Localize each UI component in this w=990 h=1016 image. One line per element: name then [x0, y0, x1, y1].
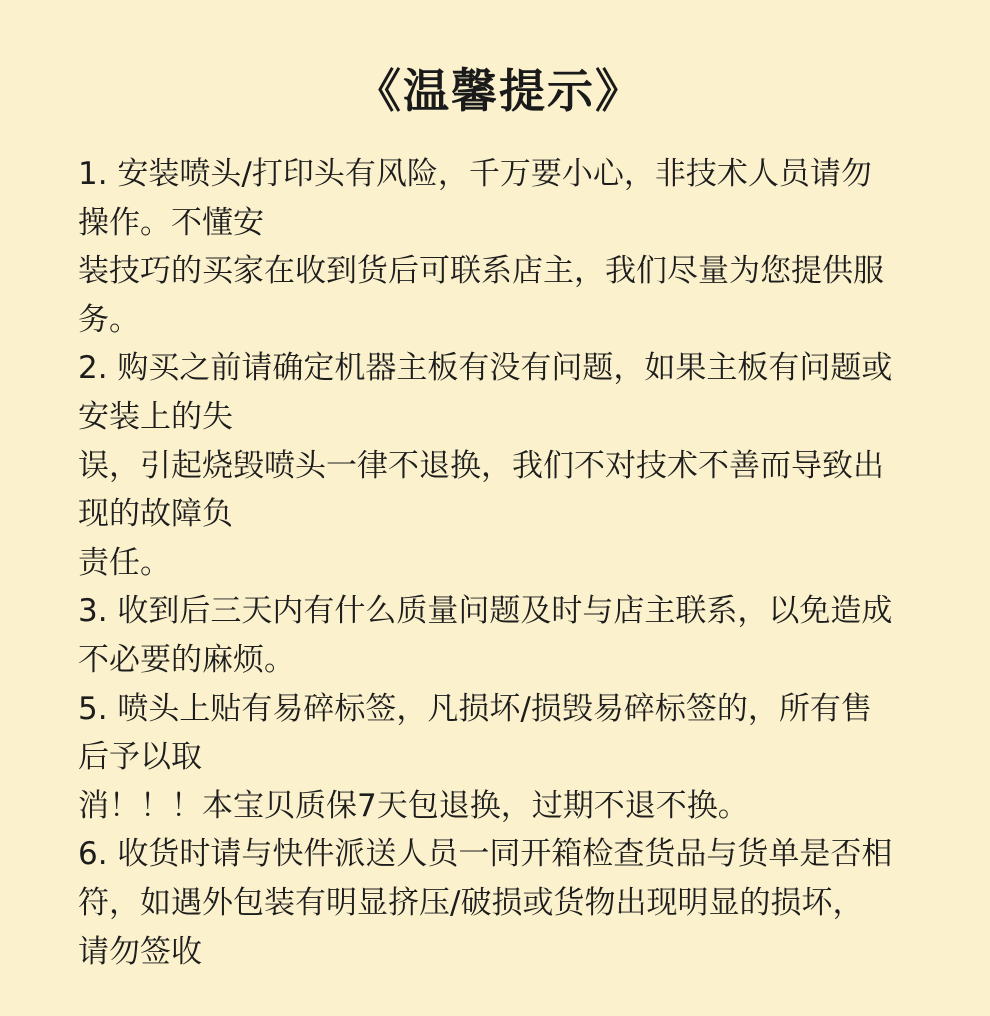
page-title: 《温馨提示》	[355, 64, 643, 118]
notice-line-15: 6. 收货时请与快件派送人员一同开箱检查货品与货单是否相	[78, 836, 893, 873]
notice-line-10: 3. 收到后三天内有什么质量问题及时与店主联系，以免造成	[78, 593, 893, 630]
notice-line-9: 责任。	[78, 544, 171, 581]
notice-line-2: 操作。不懂安	[78, 204, 264, 241]
notice-line-7: 误，引起烧毁喷头一律不退换，我们不对技术不善而导致出	[78, 447, 884, 484]
notice-line-11: 不必要的麻烦。	[78, 641, 295, 678]
notice-line-8: 现的故障负	[78, 496, 233, 533]
notice-line-4: 务。	[78, 301, 140, 338]
notice-content	[78, 150, 920, 976]
notice-line-16: 符，如遇外包装有明显挤压/破损或货物出现明显的损坏，	[78, 884, 864, 921]
notice-line-12: 5. 喷头上贴有易碎标签，凡损坏/损毁易碎标签的，所有售	[78, 690, 872, 727]
notice-line-17: 请勿签收	[78, 933, 202, 970]
notice-line-6: 安装上的失	[78, 398, 233, 435]
notice-line-14: 消！！！本宝贝质保7天包退换，过期不退不换。	[78, 787, 749, 824]
notice-line-13: 后予以取	[78, 739, 202, 776]
notice-line-3: 装技巧的买家在收到货后可联系店主，我们尽量为您提供服	[78, 253, 884, 290]
notice-line-1: 1. 安装喷头/打印头有风险，千万要小心，非技术人员请勿	[78, 156, 872, 192]
notice-line-5: 2. 购买之前请确定机器主板有没有问题，如果主板有问题或	[78, 350, 893, 387]
